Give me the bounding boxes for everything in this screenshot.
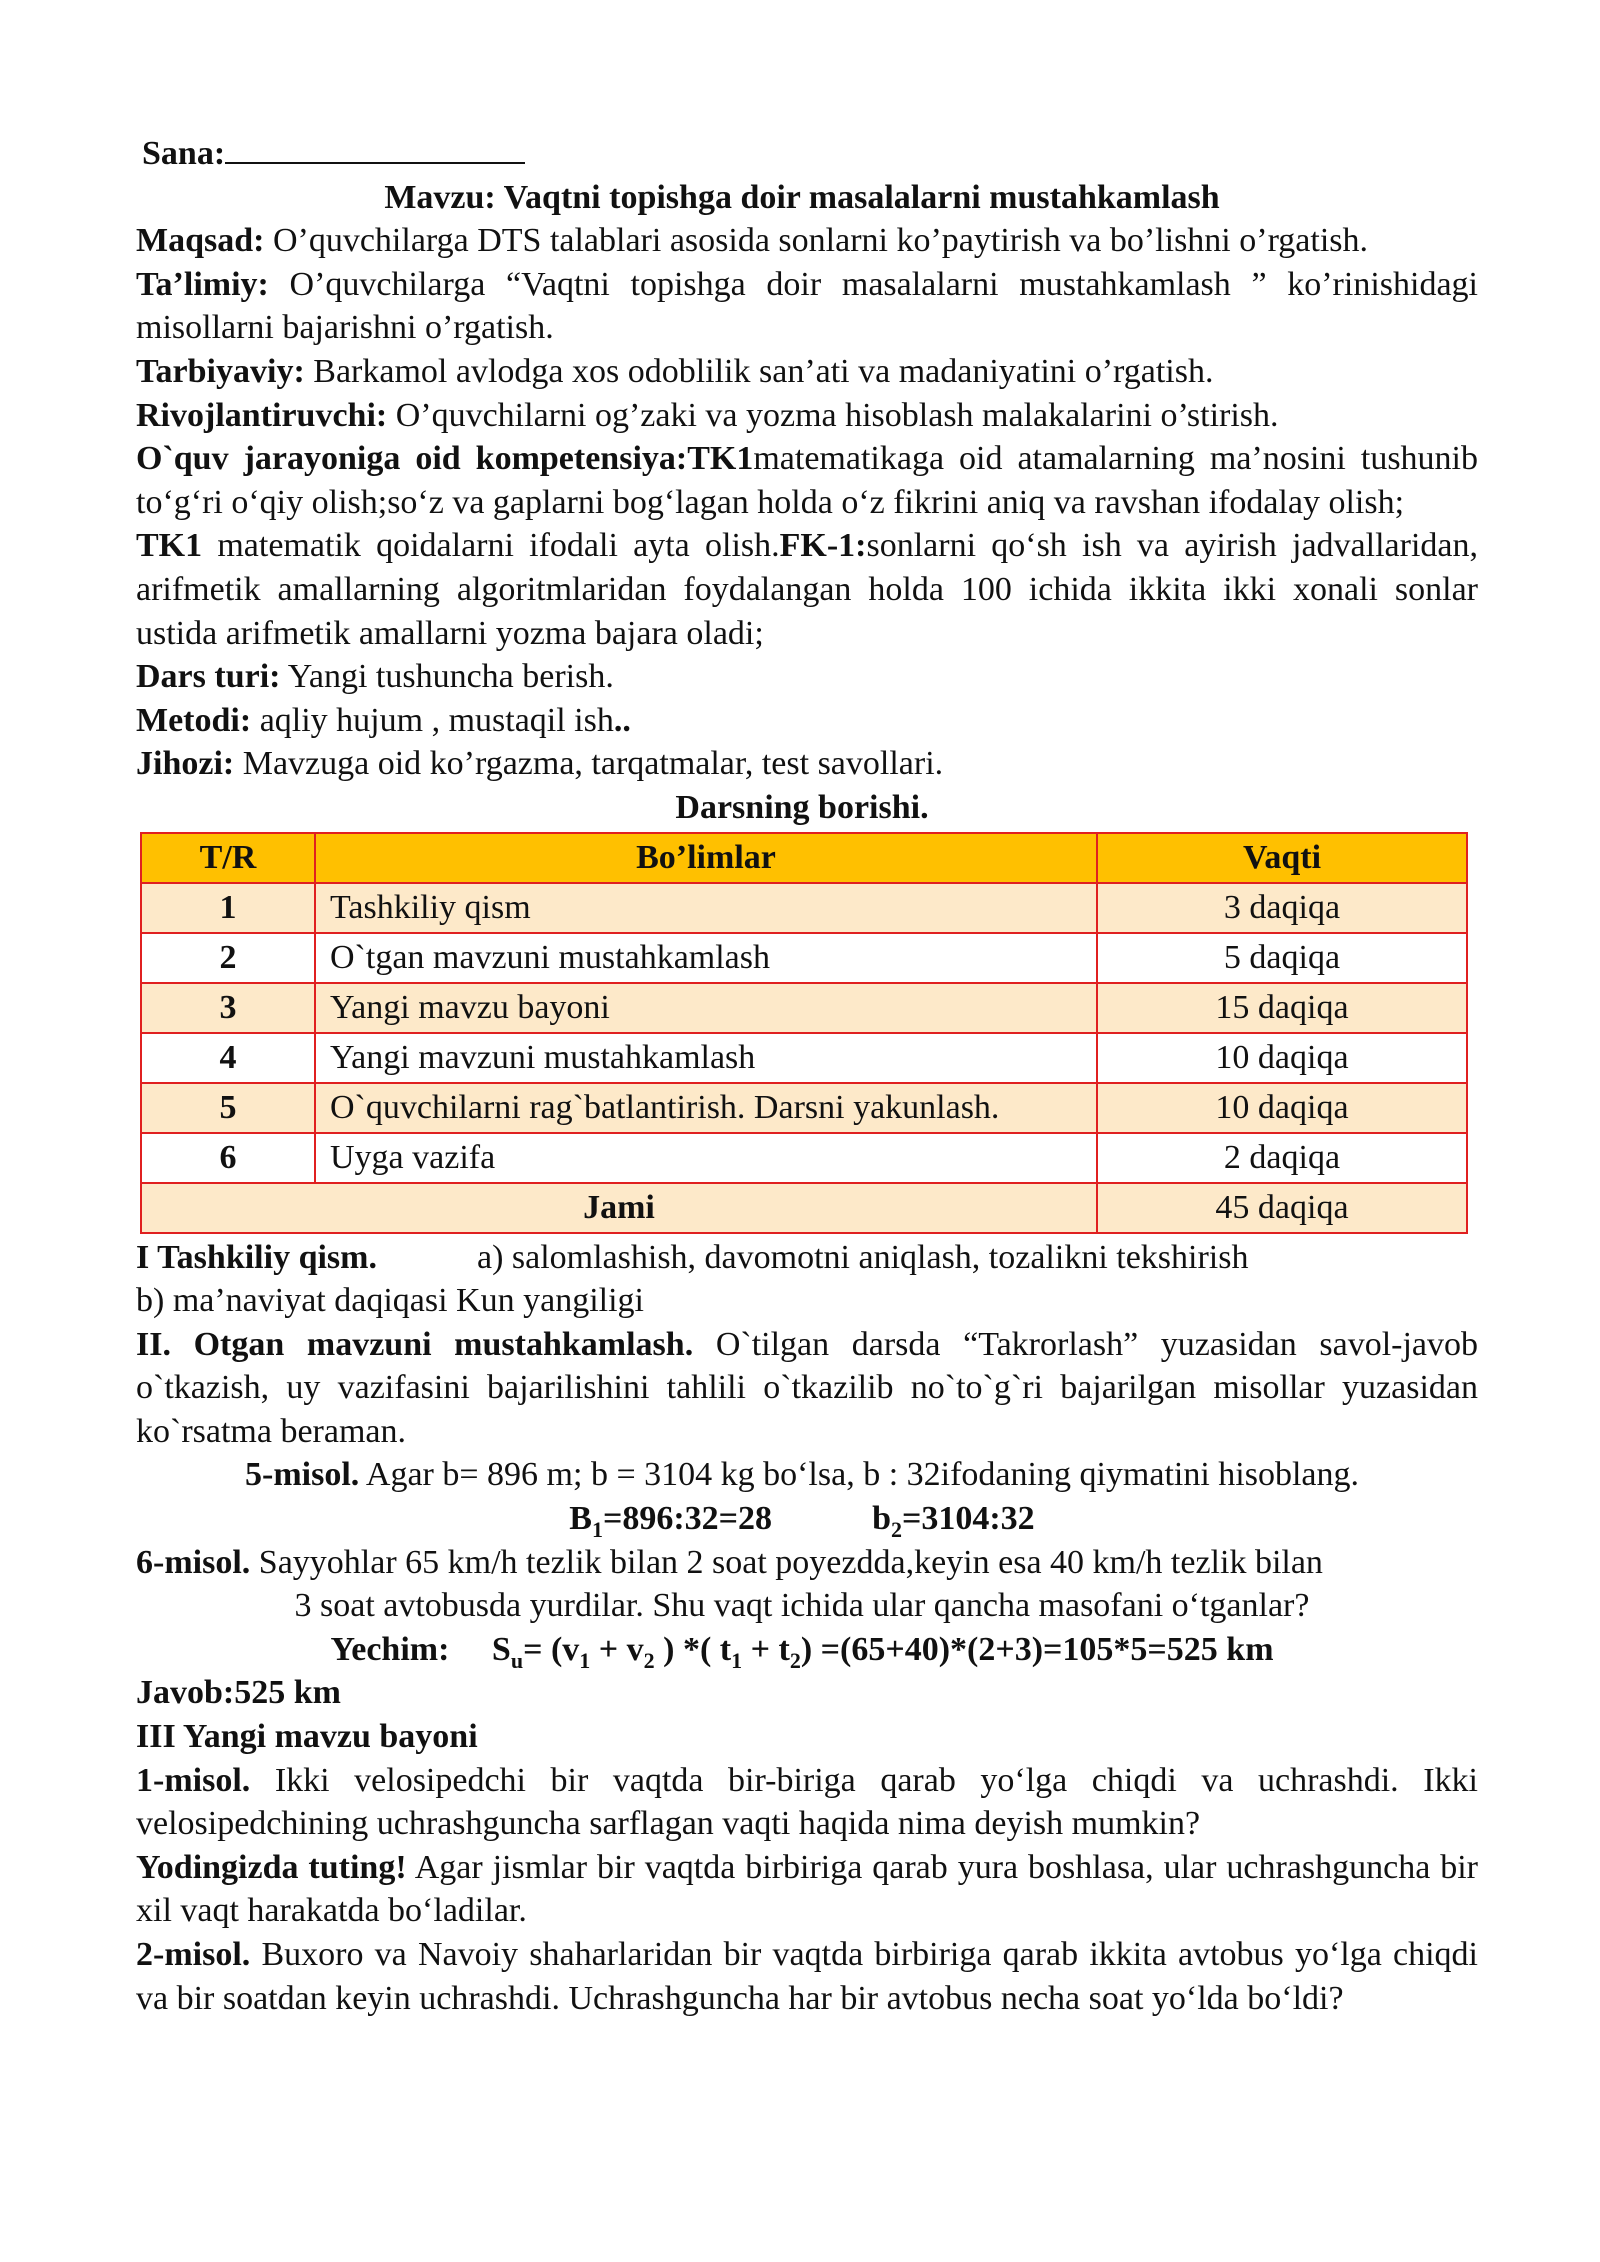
competence-label: O`quv jarayoniga oid kompetensiya:TK1 [136, 440, 754, 478]
section1-line-a [126, 1236, 1478, 1280]
tk1-label: TK1 [136, 527, 203, 565]
fk1-text: sonlarni qo‘sh ish va ayirish jadvallaridan, arifmetik amallarning algoritmlaridan foydalangan holda 100 ichida ikkita ikki xonali sonlar ustida arifmetik amallarni yozma bajara oladi; [136, 527, 1478, 652]
row-time: 2 daqiqa [1097, 1133, 1467, 1183]
row-section: O`tgan mavzuni mustahkamlash [315, 933, 1097, 983]
competence-text: matematikaga oid atamalarning ma’nosini tushunib to‘g‘ri o‘qiy olish;so‘z va gaplarni bog‘lagan holda o‘z fikrini aniq va ravshan ifodalay olish; [136, 440, 1478, 521]
row-section: Uyga vazifa [315, 1133, 1097, 1183]
header-sections: Bo’limlar [315, 833, 1097, 883]
example6-label: 6-misol. [136, 1543, 251, 1581]
table-row [141, 933, 1467, 983]
method-paragraph [126, 699, 1478, 743]
section1-label: I Tashkiliy qism. [136, 1238, 377, 1276]
table-row [141, 1033, 1467, 1083]
section2-paragraph [126, 1323, 1478, 1454]
example6-line-2: 3 soat avtobusda yurdilar. Shu vaqt ichida ular qancha masofani o‘tganlar? [294, 1587, 1310, 1625]
educational-label: Ta’limiy: [136, 265, 269, 303]
header-tr: T/R [141, 833, 315, 883]
developing-label: Rivojlantiruvchi: [136, 396, 388, 434]
goal-text: O’quvchilarga DTS talablari asosida sonlarni ko’paytirish va bo’lishni o’rgatish. [264, 222, 1368, 260]
table-header-row [141, 833, 1467, 883]
lesson-plan-table [140, 832, 1468, 1234]
developing-text: O’quvchilarni og’zaki va yozma hisoblash malakalarini o’stirish. [387, 396, 1279, 434]
table-row [141, 1133, 1467, 1183]
example1-text: Ikki velosipedchi bir vaqtda bir-biriga qarab yo‘lga chiqdi va uchrashdi. Ikki velosipedchining uchrashguncha sarflagan vaqti haqida nima deyish mumkin? [136, 1761, 1478, 1843]
remember-text: Agar jismlar bir vaqtda birbiriga qarab yura boshlasa, ular uchrashguncha bir xil vaqt harakatda bo‘ladilar. [136, 1848, 1478, 1930]
solution-label: Yechim: [330, 1630, 450, 1668]
upbringing-label: Tarbiyaviy: [136, 352, 305, 390]
example1-paragraph [126, 1759, 1478, 1846]
row-time: 10 daqiqa [1097, 1033, 1467, 1083]
row-time: 15 daqiqa [1097, 983, 1467, 1033]
tk1-text: matematik qoidalarni ifodali ayta olish. [202, 527, 780, 565]
table-total-row [141, 1183, 1467, 1233]
section2-label: II. Otgan mavzuni mustahkamlash. [136, 1325, 694, 1363]
remember-label: Yodingizda tuting! [136, 1848, 407, 1886]
equipment-paragraph [126, 742, 1478, 786]
tk1-paragraph [126, 524, 1478, 655]
developing-paragraph [126, 394, 1478, 438]
row-number: 4 [141, 1033, 315, 1083]
table-row [141, 1083, 1467, 1133]
row-number: 5 [141, 1083, 315, 1133]
example5-solution-2: $b_2=3104:32$ [872, 1500, 1035, 1542]
educational-paragraph [126, 263, 1478, 350]
goal-paragraph [126, 219, 1478, 263]
document-page [126, 132, 1478, 2020]
row-time: 5 daqiqa [1097, 933, 1467, 983]
row-section: Yangi mavzu bayoni [315, 983, 1097, 1033]
example5-solution-1: $B_1=896:32=28$ [569, 1500, 773, 1542]
solution-formula: Yechim: $S_u= (v_1 + v_2$ ) *( $t_1 + t_2) =(65+40)*(2+3)=105*5=525$ km [330, 1630, 1274, 1673]
example1-label: 1-misol. [136, 1761, 251, 1799]
row-number: 6 [141, 1133, 315, 1183]
lesson-title: Mavzu: Vaqtni topishga doir masalalarni mustahkamlash [384, 178, 1220, 216]
lesson-type-paragraph [126, 655, 1478, 699]
header-time: Vaqti [1097, 833, 1467, 883]
table-row [141, 983, 1467, 1033]
row-section: Yangi mavzuni mustahkamlash [315, 1033, 1097, 1083]
row-number: 2 [141, 933, 315, 983]
section3-heading: III Yangi mavzu bayoni [136, 1718, 478, 1756]
date-label: Sana: [142, 135, 226, 172]
date-blank [225, 132, 525, 164]
row-number: 1 [141, 883, 315, 933]
row-number: 3 [141, 983, 315, 1033]
row-time: 10 daqiqa [1097, 1083, 1467, 1133]
method-tail: .. [613, 701, 631, 739]
example5-text: Agar b= 896 m; b = 3104 kg bo‘lsa, b : 32ifodaning qiymatini hisoblang. [359, 1456, 1359, 1494]
row-section: Tashkiliy qism [315, 883, 1097, 933]
method-label: Metodi: [136, 701, 252, 739]
section1-line-b: b) ma’naviyat daqiqasi Kun yangiligi [136, 1282, 644, 1320]
example6-text-1: Sayyohlar 65 km/h tezlik bilan 2 soat poyezdda,keyin esa 40 km/h tezlik bilan [250, 1543, 1323, 1581]
educational-text: O’quvchilarga “Vaqtni topishga doir masalalarni mustahkamlash ” ko’rinishidagi misollarni bajarishni o’rgatish. [136, 265, 1478, 347]
lesson-type-label: Dars turi: [136, 658, 281, 696]
example5-label: 5-misol. [245, 1456, 360, 1494]
method-text: aqliy hujum , mustaqil ish [251, 701, 614, 739]
total-label: Jami [141, 1183, 1097, 1233]
row-time: 3 daqiqa [1097, 883, 1467, 933]
fk1-label: FK-1: [779, 527, 867, 565]
answer-line: Javob:525 km [136, 1674, 341, 1712]
date-line [126, 132, 1478, 176]
example2-paragraph [126, 1933, 1478, 2020]
equipment-text: Mavzuga oid ko’rgazma, tarqatmalar, test savollari. [234, 745, 944, 783]
equipment-label: Jihozi: [136, 745, 235, 783]
example2-text: Buxoro va Navoiy shaharlaridan bir vaqtda birbiriga qarab ikkita avtobus yo‘lga chiqdi va bir soatdan keyin uchrashdi. Uchrashguncha har bir avtobus necha soat yo‘lda bo‘ldi? [136, 1936, 1478, 2017]
total-time: 45 daqiqa [1097, 1183, 1467, 1233]
remember-paragraph [126, 1846, 1478, 1933]
goal-label: Maqsad: [136, 222, 265, 260]
competence-paragraph [126, 437, 1478, 524]
example5-paragraph [126, 1453, 1478, 1497]
example5-solution [126, 1497, 1478, 1541]
upbringing-paragraph [126, 350, 1478, 394]
example2-label: 2-misol. [136, 1936, 251, 1973]
row-section: O`quvchilarni rag`batlantirish. Darsni yakunlash. [315, 1083, 1097, 1133]
upbringing-text: Barkamol avlodga xos odoblilik san’ati va madaniyatini o’rgatish. [304, 352, 1214, 390]
table-caption: Darsning borishi. [675, 788, 929, 826]
example6-line-1 [126, 1541, 1478, 1585]
section1-a: a) salomlashish, davomotni aniqlash, tozalikni tekshirish [476, 1238, 1249, 1276]
lesson-type-text: Yangi tushuncha berish. [280, 658, 614, 696]
table-row [141, 883, 1467, 933]
section2-text: O`tilgan darsda “Takrorlash” yuzasidan savol-javob o`tkazish, uy vazifasini bajarilishini tahlili o`tkazilib no`to`g`ri bajarilgan misollar yuzasidan ko`rsatma beraman. [136, 1325, 1478, 1450]
